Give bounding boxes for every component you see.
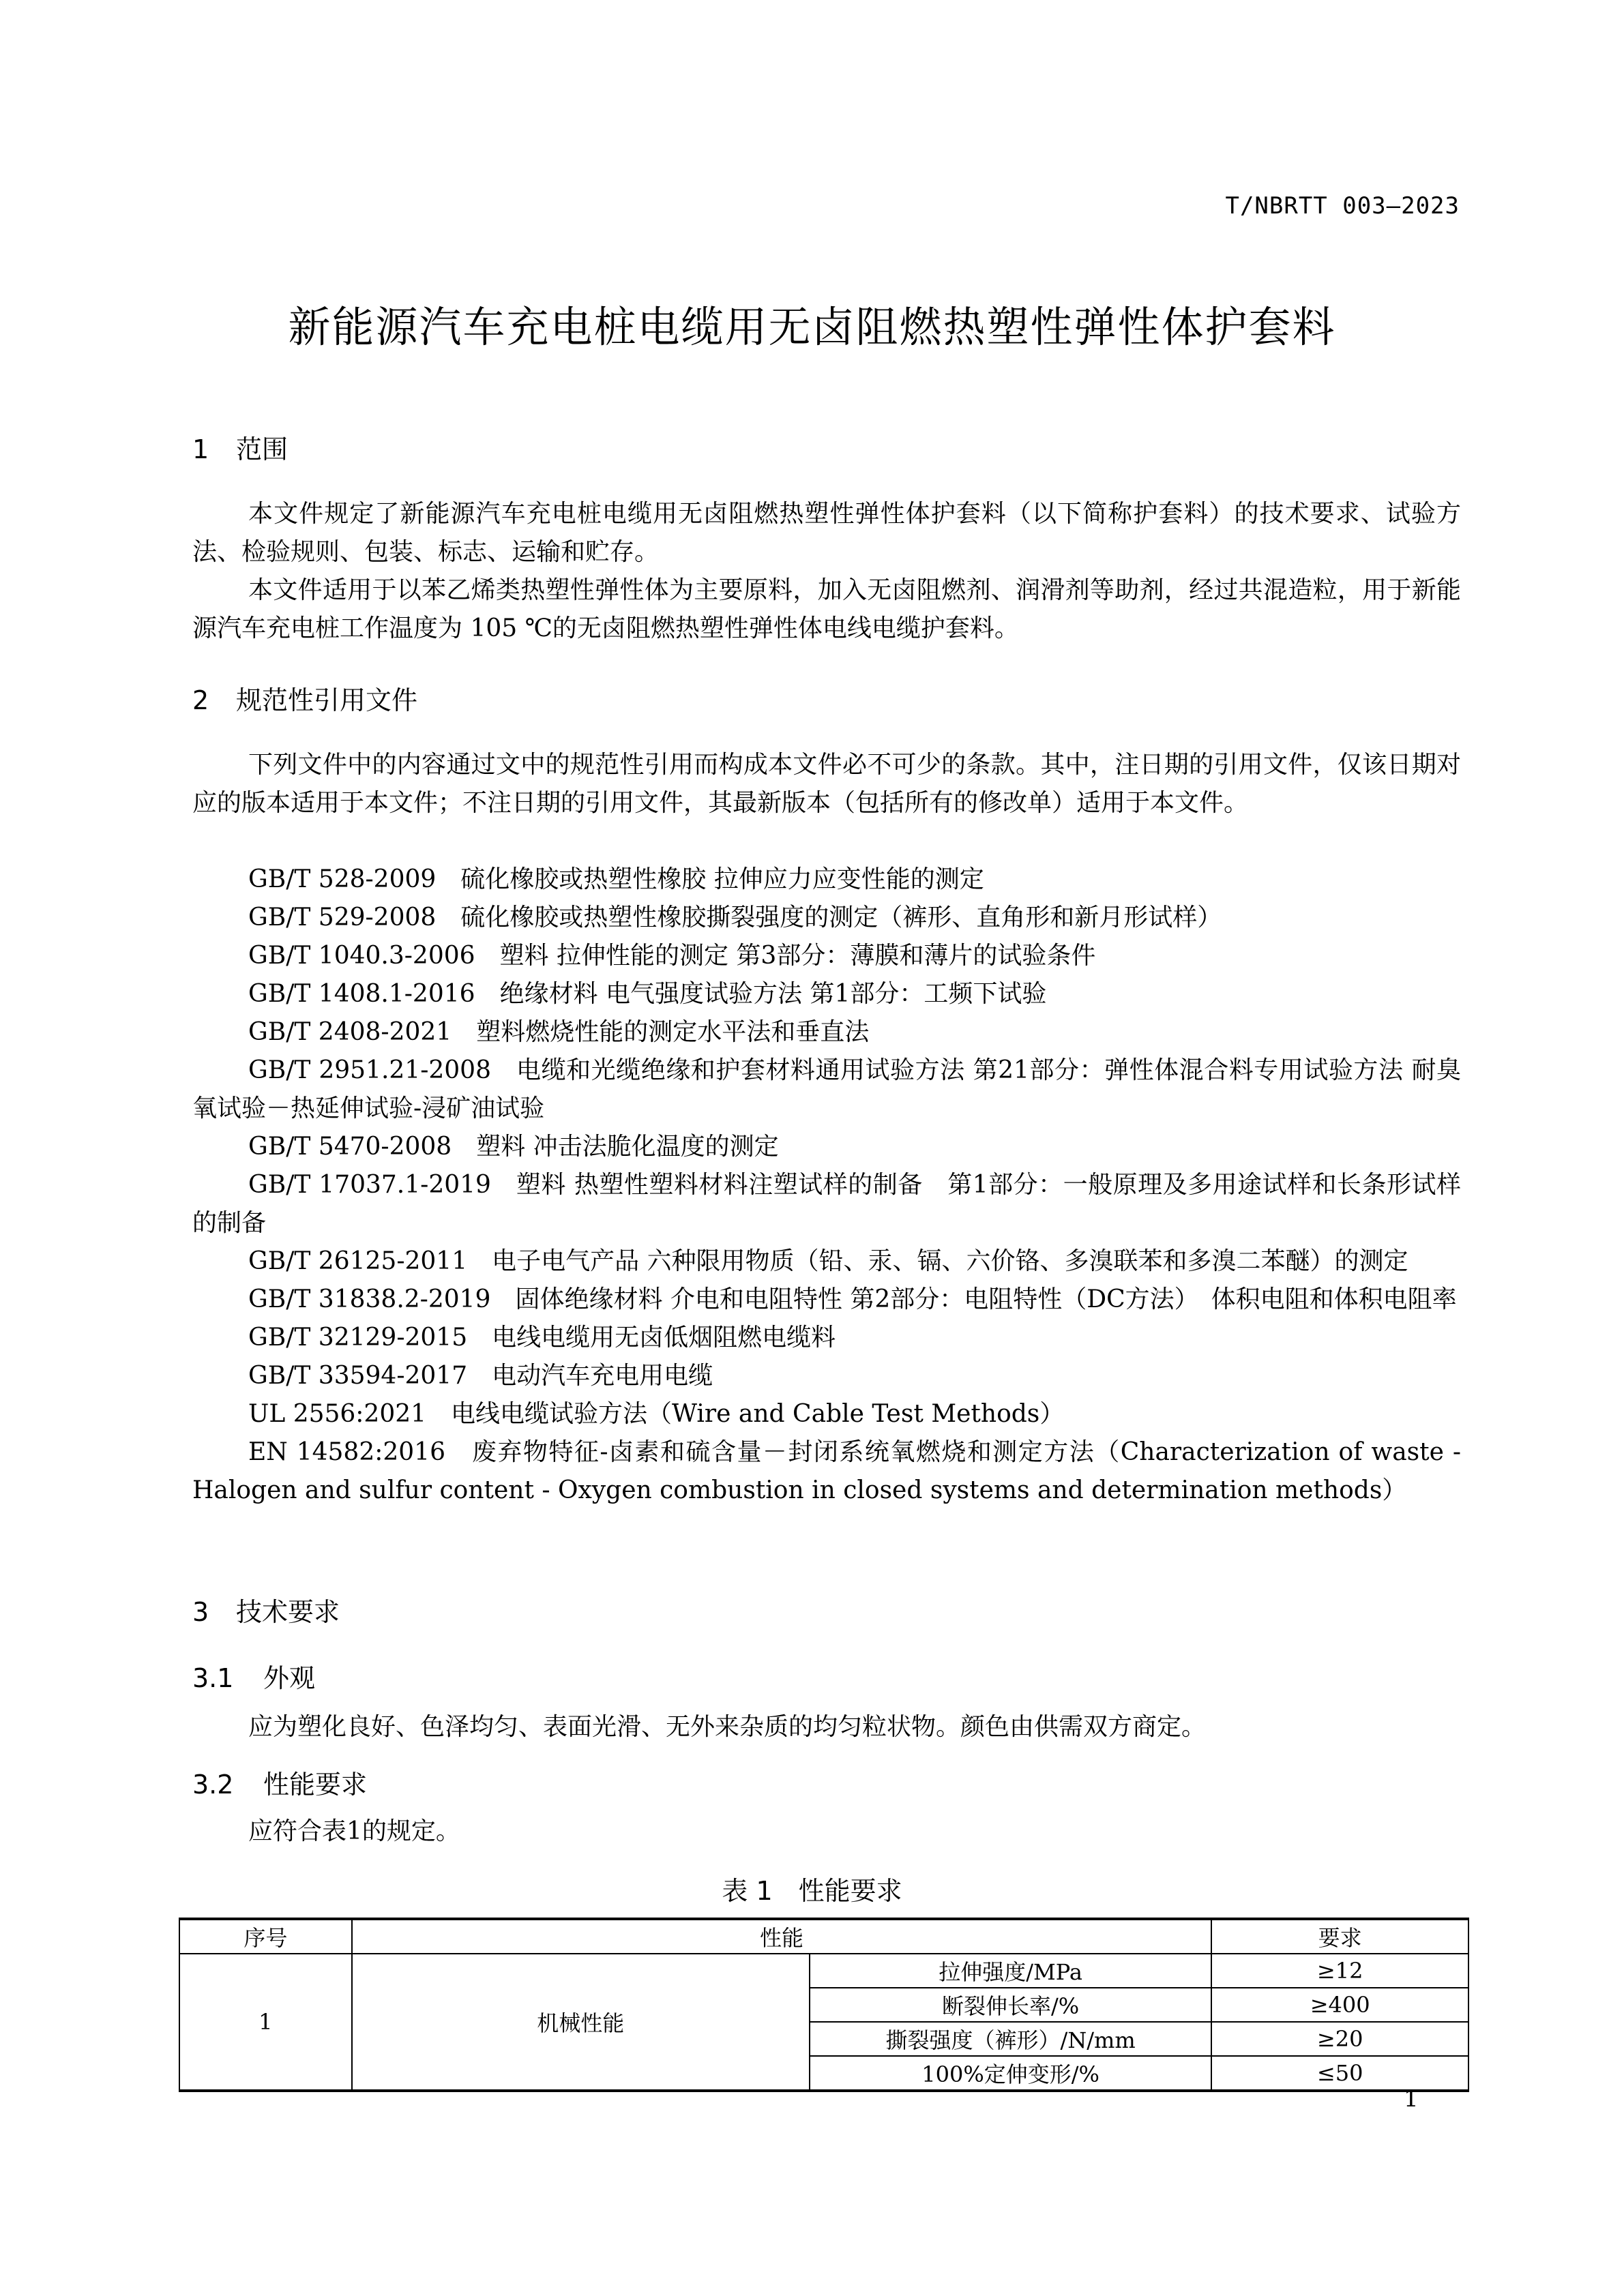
reference-item: EN 14582:2016 废弃物特征-卤素和硫含量－封闭系统氧燃烧和测定方法（Characterization of waste - Halogen and sulfur content - Oxygen combustion in closed systems and determination methods） xyxy=(192,1438,1461,1504)
item-requirement: ≥400 xyxy=(1211,1988,1468,2022)
document-title: 新能源汽车充电桩电缆用无卤阻燃热塑性弹性体护套料 xyxy=(288,302,1336,352)
reference-item: UL 2556:2021 电线电缆试验方法（Wire and Cable Test Methods） xyxy=(248,1400,1065,1428)
header-seq: 序号 xyxy=(179,1919,352,1954)
section-1-heading xyxy=(192,428,288,466)
subsection-3-1-text: 应为塑化良好、色泽均匀、表面光滑、无外来杂质的均匀粒状物。颜色由供需双方商定。 xyxy=(248,1713,1207,1741)
item-requirement: ≥12 xyxy=(1211,1954,1468,1988)
section-title: 外观 xyxy=(263,1663,316,1693)
subsection-3-2-heading xyxy=(192,1763,367,1801)
item-name: 断裂伸长率/% xyxy=(810,1988,1211,2022)
reference-item: GB/T 1040.3-2006 塑料 拉伸性能的测定 第3部分：薄膜和薄片的试验条件 xyxy=(248,942,1096,970)
reference-item: GB/T 1408.1-2016 绝缘材料 电气强度试验方法 第1部分：工频下试验 xyxy=(248,980,1047,1008)
item-name: 拉伸强度/MPa xyxy=(810,1954,1211,1988)
reference-item: GB/T 32129-2015 电线电缆用无卤低烟阻燃电缆料 xyxy=(248,1324,836,1352)
reference-list xyxy=(192,861,1461,1510)
subsection-3-2-text: 应符合表1的规定。 xyxy=(248,1817,460,1845)
document-code: T/NBRTT 003—2023 xyxy=(1225,192,1460,220)
page-number: 1 xyxy=(1404,2085,1419,2113)
section-1-paragraph-1: 本文件规定了新能源汽车充电桩电缆用无卤阻燃热塑性弹性体护套料（以下简称护套料）的技术要求、试验方法、检验规则、包装、标志、运输和贮存。 xyxy=(192,500,1461,566)
section-1-paragraph-2: 本文件适用于以苯乙烯类热塑性弹性体为主要原料，加入无卤阻燃剂、润滑剂等助剂，经过共混造粒，用于新能源汽车充电桩工作温度为 105 ℃的无卤阻燃热塑性弹性体电线电缆护套料。 xyxy=(192,576,1461,642)
item-requirement: ≤50 xyxy=(1211,2056,1468,2091)
table-caption: 表 1 性能要求 xyxy=(722,1876,902,1906)
reference-item: GB/T 26125-2011 电子电气产品 六种限用物质（铅、汞、镉、六价铬、多溴联苯和多溴二苯醚）的测定 xyxy=(248,1247,1408,1275)
item-name: 撕裂强度（裤形）/N/mm xyxy=(810,2022,1211,2056)
reference-item: GB/T 31838.2-2019 固体绝缘材料 介电和电阻特性 第2部分：电阻特性（DC方法） 体积电阻和体积电阻率 xyxy=(248,1285,1457,1313)
reference-item: GB/T 2951.21-2008 电缆和光缆绝缘和护套材料通用试验方法 第21部分：弹性体混合料专用试验方法 耐臭氧试验－热延伸试验-浸矿油试验 xyxy=(192,1056,1461,1122)
reference-item: GB/T 5470-2008 塑料 冲击法脆化温度的测定 xyxy=(248,1133,779,1161)
section-number: 1 xyxy=(192,434,209,464)
section-number: 3.1 xyxy=(192,1663,234,1693)
section-title: 范围 xyxy=(236,434,289,464)
reference-item: GB/T 33594-2017 电动汽车充电用电缆 xyxy=(248,1362,713,1390)
header-requirement: 要求 xyxy=(1211,1919,1468,1954)
group-seq: 1 xyxy=(179,1954,352,2091)
reference-item: GB/T 2408-2021 塑料燃烧性能的测定水平法和垂直法 xyxy=(248,1018,870,1046)
reference-item: GB/T 529-2008 硫化橡胶或热塑性橡胶撕裂强度的测定（裤形、直角形和新月形试样） xyxy=(248,904,1222,931)
section-number: 3.2 xyxy=(192,1770,234,1800)
table-row xyxy=(179,1954,1468,1988)
header-performance: 性能 xyxy=(352,1919,1212,1954)
subsection-3-1-heading xyxy=(192,1657,315,1695)
item-name: 100%定伸变形/% xyxy=(810,2056,1211,2091)
reference-item: GB/T 528-2009 硫化橡胶或热塑性橡胶 拉伸应力应变性能的测定 xyxy=(248,865,984,893)
group-name: 机械性能 xyxy=(352,1954,810,2091)
section-2-heading xyxy=(192,679,417,717)
section-title: 性能要求 xyxy=(263,1770,368,1800)
section-number: 3 xyxy=(192,1597,209,1627)
table-header-row xyxy=(179,1919,1468,1954)
section-title: 技术要求 xyxy=(236,1597,340,1627)
item-requirement: ≥20 xyxy=(1211,2022,1468,2056)
reference-item: GB/T 17037.1-2019 塑料 热塑性塑料材料注塑试样的制备 第1部分：一般原理及多用途试样和长条形试样的制备 xyxy=(192,1171,1461,1237)
section-title: 规范性引用文件 xyxy=(236,685,418,715)
performance-table xyxy=(179,1918,1469,2092)
section-number: 2 xyxy=(192,685,209,715)
section-3-heading xyxy=(192,1591,340,1628)
section-2-intro: 下列文件中的内容通过文中的规范性引用而构成本文件必不可少的条款。其中，注日期的引用文件，仅该日期对应的版本适用于本文件；不注日期的引用文件，其最新版本（包括所有的修改单）适用于本文件。 xyxy=(192,751,1461,817)
